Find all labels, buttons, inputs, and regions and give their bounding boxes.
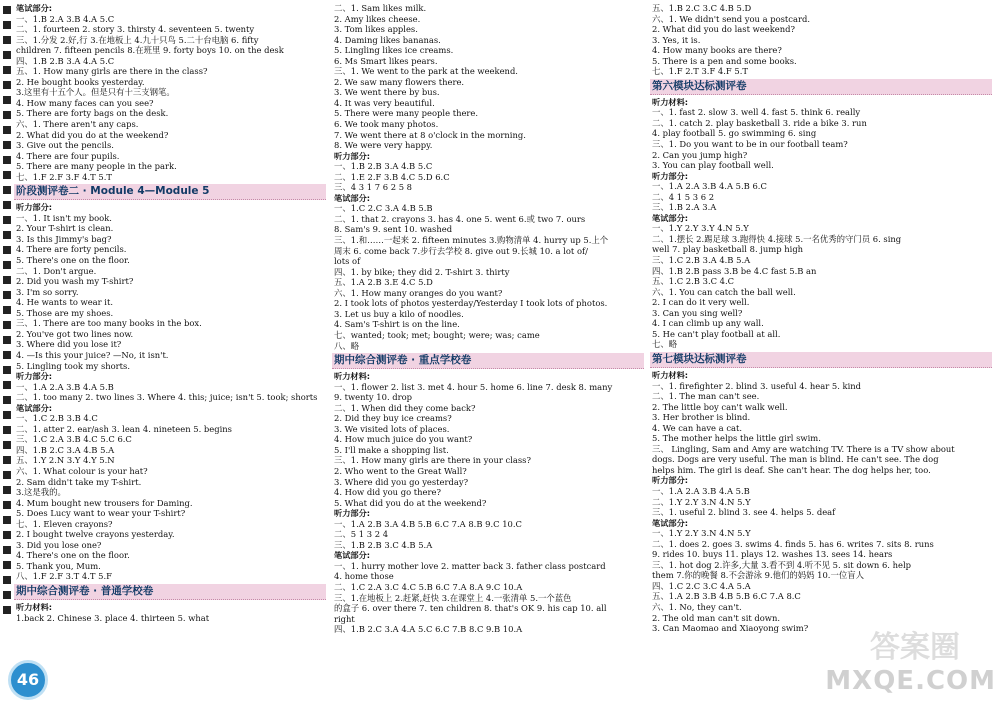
answer-line: 2. I can do it very well. bbox=[652, 297, 750, 308]
answer-line: 六、1. How many oranges do you want? bbox=[334, 287, 503, 298]
section-heading: 听力部分: bbox=[334, 150, 371, 161]
binding-mark bbox=[3, 576, 11, 584]
section-heading: 听力材料: bbox=[652, 96, 689, 107]
answer-line: 四、1. by bike; they did 2. T-shirt 3. thirty bbox=[334, 266, 510, 277]
answer-line: 5. There's one on the floor. bbox=[16, 255, 130, 266]
answer-line: 三、1.B 2.B 3.C 4.B 5.A bbox=[334, 539, 433, 550]
answer-line: 6. We took many photos. bbox=[334, 119, 439, 130]
answer-line: 二、1. When did they come back? bbox=[334, 402, 476, 413]
section-banner: 阶段测评卷二 · Module 4—Module 5 bbox=[14, 184, 326, 200]
answer-line: 1.back 2. Chinese 3. place 4. thirteen 5. what bbox=[16, 612, 210, 623]
answer-line: 8. We were very happy. bbox=[334, 140, 433, 151]
answer-line: 四、1.B 2.B pass 3.B be 4.C fast 5.B an bbox=[652, 265, 817, 276]
answer-line: 四、1.B 2.C 3.A 4.A 5.C 6.C 7.B 8.C 9.B 10.A bbox=[334, 624, 523, 635]
binding-mark bbox=[3, 516, 11, 524]
answer-line: 4. We can have a cat. bbox=[652, 422, 743, 433]
answer-line: 9. twenty 10. drop bbox=[334, 392, 413, 403]
answer-line: 三、1.分发 2.好,行 3.在地板上 4.九十只鸟 5.二十台电脑 6. fifty bbox=[16, 34, 259, 45]
answer-line: 4. Daming likes bananas. bbox=[334, 34, 441, 45]
binding-mark bbox=[3, 276, 11, 284]
answer-column-3 bbox=[652, 3, 992, 634]
answer-line: 二、1. Don't argue. bbox=[16, 265, 97, 276]
answer-line: 一、1.C 2.C 3.A 4.B 5.B bbox=[334, 203, 433, 214]
binding-mark bbox=[3, 36, 11, 44]
answer-line: 4. How many faces can you see? bbox=[16, 97, 154, 108]
answer-line: 八、略 bbox=[334, 340, 360, 351]
binding-mark bbox=[3, 216, 11, 224]
answer-line: 3. Her brother is blind. bbox=[652, 412, 751, 423]
binding-mark bbox=[3, 426, 11, 434]
answer-line: 3.这是我的。 bbox=[16, 487, 66, 498]
answer-line: 六、1. You can catch the ball well. bbox=[652, 286, 796, 297]
answer-line: 2. I took lots of photos yesterday/Yesterday I took lots of photos. bbox=[334, 298, 608, 309]
answer-line: 4. How much juice do you want? bbox=[334, 434, 473, 445]
answer-line: 周末 6. come back 7.步行去学校 8. give out 9.长城 10. a lot of/ bbox=[334, 245, 588, 256]
answer-line: 二、1. too many 2. two lines 3. Where 4. this; juice; isn't 5. took; shorts bbox=[16, 392, 318, 403]
answer-line: 一、1.B 2.A 3.B 4.A 5.C bbox=[16, 13, 115, 24]
binding-mark bbox=[3, 201, 11, 209]
binding-mark bbox=[3, 51, 11, 59]
answer-line: 4. There are four pupils. bbox=[16, 150, 120, 161]
answer-line: 4. He wants to wear it. bbox=[16, 297, 114, 308]
answer-line: 4. —Is this your juice? —No, it isn't. bbox=[16, 349, 169, 360]
answer-line: 八、1.F 2.F 3.T 4.T 5.F bbox=[16, 571, 112, 582]
answer-line: 5. What did you do at the weekend? bbox=[334, 497, 487, 508]
answer-line: 六、1. What colour is your hat? bbox=[16, 465, 148, 476]
answer-line: 七、wanted; took; met; bought; were; was; came bbox=[334, 329, 540, 340]
answer-line: 3. Did you lose one? bbox=[16, 539, 102, 550]
page-number-badge: 46 bbox=[8, 660, 48, 700]
answer-line: 二、1. atter 2. ear/ash 3. lean 4. nineteen 5. begins bbox=[16, 423, 232, 434]
binding-mark bbox=[3, 156, 11, 164]
answer-line: helps him. The girl is deaf. She can't hear. The dog helps her, too. bbox=[652, 464, 931, 475]
answer-line: 5. Those are my shoes. bbox=[16, 307, 114, 318]
section-heading: 笔试部分: bbox=[334, 550, 371, 561]
answer-line: 5. The mother helps the little girl swim. bbox=[652, 433, 821, 444]
answer-line: 3. Tom likes apples. bbox=[334, 24, 418, 35]
answer-line: 9. rides 10. buys 11. plays 12. washes 13. sees 14. hears bbox=[652, 549, 893, 560]
answer-line: 六、1. There aren't any caps. bbox=[16, 119, 139, 130]
binding-mark bbox=[3, 366, 11, 374]
binding-mark bbox=[3, 171, 11, 179]
answer-line: 二、1. fourteen 2. story 3. thirsty 4. seventeen 5. twenty bbox=[16, 24, 255, 35]
answer-line: 5. There is a pen and some books. bbox=[652, 55, 797, 66]
answer-line: 3.这里有十五个人。但是只有十三支钢笔。 bbox=[16, 87, 175, 98]
answer-line: 2. He bought books yesterday. bbox=[16, 76, 145, 87]
binding-edge bbox=[0, 0, 14, 702]
section-heading: 听力部分: bbox=[652, 475, 689, 486]
answer-line: 五、1. How many girls are there in the class? bbox=[16, 66, 208, 77]
answer-line: 六、1. No, they can't. bbox=[652, 601, 742, 612]
section-banner: 期中综合测评卷 · 重点学校卷 bbox=[332, 353, 644, 369]
answer-line: 一、1.B 2.B 3.A 4.B 5.C bbox=[334, 161, 433, 172]
answer-line: children 7. fifteen pencils 8.在班里 9. forty boys 10. on the desk bbox=[16, 45, 284, 56]
answer-line: 七、略 bbox=[652, 339, 678, 350]
answer-line: 三、1.在地板上 2.赶紧,赶快 3.在课堂上 4.一张清单 5.一个蓝色 bbox=[334, 592, 572, 603]
answer-line: 四、1.B 2.C 3.A 4.B 5.A bbox=[16, 444, 115, 455]
answer-line: 二、1. that 2. crayons 3. has 4. one 5. went 6.或 two 7. ours bbox=[334, 213, 586, 224]
answer-line: 五、1.A 2.B 3.B 4.B 5.B 6.C 7.A 8.C bbox=[652, 591, 801, 602]
answer-line: 4. There's one on the floor. bbox=[16, 550, 130, 561]
binding-mark bbox=[3, 546, 11, 554]
answer-line: 4. There are forty pencils. bbox=[16, 244, 127, 255]
answer-line: 3. I'm so sorry. bbox=[16, 286, 79, 297]
answer-line: 5. Lingling took my shorts. bbox=[16, 360, 131, 371]
answer-line: 二、1.摆长 2.踢足球 3.跑得快 4.接球 5.一名优秀的守门员 6. sing bbox=[652, 233, 902, 244]
answer-line: 4. play football 5. go swimming 6. sing bbox=[652, 128, 817, 139]
answer-line: 五、1.C 2.B 3.C 4.C bbox=[652, 276, 735, 287]
binding-mark bbox=[3, 456, 11, 464]
answer-line: 三、1. How many girls are there in your class? bbox=[334, 455, 531, 466]
binding-mark bbox=[3, 411, 11, 419]
answer-line: 四、1.B 2.B 3.A 4.A 5.C bbox=[16, 55, 115, 66]
binding-mark bbox=[3, 246, 11, 254]
section-heading: 听力部分: bbox=[16, 371, 53, 382]
answer-line: 4. Mum bought new trousers for Daming. bbox=[16, 497, 193, 508]
watermark: MXQE.COM bbox=[825, 666, 996, 696]
answer-line: 2. The old man can't sit down. bbox=[652, 612, 781, 623]
answer-line: 6. Ms Smart likes pears. bbox=[334, 55, 438, 66]
answer-line: 3. Is this Jimmy's bag? bbox=[16, 233, 112, 244]
answer-line: 七、1.F 2.T 3.F 4.F 5.T bbox=[652, 66, 748, 77]
answer-line: well 7. play basketball 8. jump high bbox=[652, 244, 804, 255]
section-banner: 第六模块达标测评卷 bbox=[650, 79, 992, 95]
section-banner: 第七模块达标测评卷 bbox=[650, 352, 992, 368]
answer-line: 七、1. Eleven crayons? bbox=[16, 518, 113, 529]
answer-line: 三、 Lingling, Sam and Amy are watching TV. There is a TV show about bbox=[652, 443, 955, 454]
binding-mark bbox=[3, 291, 11, 299]
answer-line: 3. Can Maomao and Xiaoyong swim? bbox=[652, 623, 809, 634]
binding-mark bbox=[3, 471, 11, 479]
watermark-cn: 答案圈 bbox=[870, 630, 960, 665]
answer-line: 2. The little boy can't walk well. bbox=[652, 401, 788, 412]
answer-line: 2. What did you do at the weekend? bbox=[16, 129, 169, 140]
answer-line: 二、4 1 5 3 6 2 bbox=[652, 191, 715, 202]
answer-line: 三、1. useful 2. blind 3. see 4. helps 5. deaf bbox=[652, 507, 836, 518]
answer-line: 5. He can't play football at all. bbox=[652, 328, 781, 339]
answer-line: 2. We saw many flowers there. bbox=[334, 76, 465, 87]
answer-column-2 bbox=[334, 3, 644, 635]
answer-line: 三、1. Do you want to be in our football team? bbox=[652, 139, 848, 150]
answer-line: 2. Who went to the Great Wall? bbox=[334, 465, 467, 476]
answer-line: 4. I can climb up any wall. bbox=[652, 318, 764, 329]
binding-mark bbox=[3, 381, 11, 389]
answer-line: 二、1. does 2. goes 3. swims 4. finds 5. has 6. writes 7. sits 8. runs bbox=[652, 538, 934, 549]
answer-line: 2. What did you do last weekend? bbox=[652, 24, 795, 35]
answer-line: 3. We visited lots of places. bbox=[334, 423, 450, 434]
answer-line: 三、4 3 1 7 6 2 5 8 bbox=[334, 182, 413, 193]
answer-line: lots of bbox=[334, 256, 361, 267]
answer-line: 三、1. There are too many books in the box. bbox=[16, 318, 202, 329]
binding-mark bbox=[3, 231, 11, 239]
answer-line: 5. I'll make a shopping list. bbox=[334, 444, 449, 455]
answer-line: 5. There were many people there. bbox=[334, 108, 479, 119]
answer-line: 7. We went there at 8 o'clock in the morning. bbox=[334, 129, 526, 140]
answer-line: 七、1.F 2.F 3.F 4.T 5.T bbox=[16, 171, 112, 182]
binding-mark bbox=[3, 141, 11, 149]
binding-mark bbox=[3, 396, 11, 404]
binding-mark bbox=[3, 441, 11, 449]
answer-line: 4. home those bbox=[334, 571, 394, 582]
answer-line: 五、1.A 2.B 3.E 4.C 5.D bbox=[334, 277, 433, 288]
section-heading: 笔试部分: bbox=[334, 192, 371, 203]
answer-line: 四、1.C 2.C 3.C 4.A 5.A bbox=[652, 580, 751, 591]
answer-line: 5. Lingling likes ice creams. bbox=[334, 45, 454, 56]
answer-line: 4. It was very beautiful. bbox=[334, 97, 435, 108]
section-heading: 笔试部分: bbox=[16, 402, 53, 413]
answer-line: 2. Amy likes cheese. bbox=[334, 13, 421, 24]
answer-line: 2. Did they buy ice creams? bbox=[334, 413, 452, 424]
answer-line: 3. Yes, it is. bbox=[652, 34, 701, 45]
answer-line: 二、1. catch 2. play basketball 3. ride a bike 3. run bbox=[652, 117, 867, 128]
section-banner: 期中综合测评卷 · 普通学校卷 bbox=[14, 584, 326, 600]
binding-mark bbox=[3, 336, 11, 344]
binding-mark bbox=[3, 351, 11, 359]
section-heading: 听力材料: bbox=[334, 371, 371, 382]
binding-mark bbox=[3, 261, 11, 269]
binding-mark bbox=[3, 501, 11, 509]
answer-line: 5. There are forty bags on the desk. bbox=[16, 108, 169, 119]
binding-mark bbox=[3, 321, 11, 329]
answer-line: 一、1. flower 2. list 3. met 4. hour 5. home 6. line 7. desk 8. many bbox=[334, 381, 613, 392]
answer-line: 五、1.B 2.C 3.C 4.B 5.D bbox=[652, 3, 752, 13]
answer-column-1 bbox=[16, 3, 326, 623]
answer-line: 3. You can play football well. bbox=[652, 160, 774, 171]
binding-mark bbox=[3, 81, 11, 89]
answer-line: 2. Your T-shirt is clean. bbox=[16, 223, 114, 234]
answer-line: them 7.你的晚餐 8.不会游泳 9.他们的妈妈 10.一位盲人 bbox=[652, 570, 864, 581]
answer-line: 三、1.B 2.A 3.A bbox=[652, 202, 717, 213]
binding-mark bbox=[3, 561, 11, 569]
binding-mark bbox=[3, 606, 11, 614]
section-heading: 听力材料: bbox=[16, 601, 53, 612]
binding-mark bbox=[3, 6, 11, 14]
answer-line: 一、1.A 2.A 3.B 4.A 5.B bbox=[652, 485, 750, 496]
answer-line: 一、1. It isn't my book. bbox=[16, 212, 112, 223]
answer-line: 三、1.C 2.A 3.B 4.C 5.C 6.C bbox=[16, 434, 132, 445]
answer-line: 五、1.Y 2.N 3.Y 4.Y 5.N bbox=[16, 455, 115, 466]
section-heading: 听力部分: bbox=[16, 202, 53, 213]
answer-line: 六、1. We didn't send you a postcard. bbox=[652, 13, 811, 24]
answer-line: 2. I bought twelve crayons yesterday. bbox=[16, 529, 175, 540]
answer-line: 4. How did you go there? bbox=[334, 487, 441, 498]
binding-mark bbox=[3, 591, 11, 599]
answer-line: 三、1.和……一起来 2. fifteen minutes 3.购物清单 4. hurry up 5.上个 bbox=[334, 235, 609, 246]
answer-line: 二、1.E 2.F 3.B 4.C 5.D 6.C bbox=[334, 171, 450, 182]
answer-line: dogs. Dogs are very useful. The man is blind. He can't see. The dog bbox=[652, 454, 939, 465]
answer-line: 2. Did you wash my T-shirt? bbox=[16, 276, 134, 287]
answer-line: 3. Can you sing well? bbox=[652, 307, 743, 318]
binding-mark bbox=[3, 111, 11, 119]
answer-line: 2. Can you jump high? bbox=[652, 149, 748, 160]
answer-line: 二、1. Sam likes milk. bbox=[334, 3, 427, 13]
answer-line: 3. We went there by bus. bbox=[334, 87, 440, 98]
answer-line: 3. Where did you go yesterday? bbox=[334, 476, 469, 487]
answer-line: 3. Give out the pencils. bbox=[16, 140, 114, 151]
section-heading: 笔试部分: bbox=[16, 3, 53, 13]
answer-line: 2. You've got two lines now. bbox=[16, 328, 134, 339]
answer-line: 一、1.Y 2.Y 3.Y 4.N 5.Y bbox=[652, 223, 749, 234]
section-heading: 笔试部分: bbox=[652, 517, 689, 528]
answer-line: 3. Where did you lose it? bbox=[16, 339, 122, 350]
section-heading: 笔试部分: bbox=[652, 212, 689, 223]
binding-mark bbox=[3, 186, 11, 194]
answer-line: 三、1. We went to the park at the weekend. bbox=[334, 66, 518, 77]
answer-line: 三、1. hot dog 2.许多,大量 3.看不到 4.听不见 5. sit down 6. help bbox=[652, 559, 911, 570]
section-heading: 听力部分: bbox=[652, 170, 689, 181]
answer-line: 二、5 1 3 2 4 bbox=[334, 529, 389, 540]
binding-mark bbox=[3, 126, 11, 134]
binding-mark bbox=[3, 486, 11, 494]
answer-line: 一、1.A 2.A 3.B 4.A 5.B 6.C bbox=[652, 181, 767, 192]
answer-line: 8. Sam's 9. sent 10. washed bbox=[334, 224, 453, 235]
answer-line: right bbox=[334, 613, 355, 624]
answer-line: 2. Sam didn't take my T-shirt. bbox=[16, 476, 142, 487]
answer-line: 4. How many books are there? bbox=[652, 45, 782, 56]
answer-line: 5. There are many people in the park. bbox=[16, 161, 177, 172]
answer-line: 一、1.Y 2.Y 3.N 4.N 5.Y bbox=[652, 528, 751, 539]
answer-line: 一、1. fast 2. slow 3. well 4. fast 5. think 6. really bbox=[652, 107, 861, 118]
answer-line: 一、1. firefighter 2. blind 3. useful 4. hear 5. kind bbox=[652, 380, 862, 391]
answer-line: 的盒子 6. over there 7. ten children 8. that's OK 9. his cap 10. all bbox=[334, 603, 607, 614]
answer-line: 一、1.A 2.B 3.A 4.B 5.B 6.C 7.A 8.B 9.C 10.C bbox=[334, 518, 522, 529]
answer-line: 3. Let us buy a kilo of noodles. bbox=[334, 308, 464, 319]
answer-line: 二、1.Y 2.Y 3.N 4.N 5.Y bbox=[652, 496, 751, 507]
binding-mark bbox=[3, 96, 11, 104]
section-heading: 听力部分: bbox=[334, 508, 371, 519]
answer-line: 一、1.C 2.B 3.B 4.C bbox=[16, 413, 98, 424]
answer-line: 一、1.A 2.A 3.B 4.A 5.B bbox=[16, 381, 114, 392]
answer-line: 二、1. The man can't see. bbox=[652, 391, 760, 402]
answer-line: 4. Sam's T-shirt is on the line. bbox=[334, 319, 460, 330]
binding-mark bbox=[3, 66, 11, 74]
answer-line: 三、1.C 2.B 3.A 4.B 5.A bbox=[652, 255, 751, 266]
binding-mark bbox=[3, 306, 11, 314]
binding-mark bbox=[3, 21, 11, 29]
answer-line: 5. Does Lucy want to wear your T-shirt? bbox=[16, 508, 186, 519]
answer-line: 5. Thank you, Mum. bbox=[16, 560, 101, 571]
binding-mark bbox=[3, 531, 11, 539]
section-heading: 听力材料: bbox=[652, 369, 689, 380]
answer-line: 一、1. hurry mother love 2. matter back 3. father class postcard bbox=[334, 560, 606, 571]
answer-line: 二、1.C 2.A 3.C 4.C 5.B 6.C 7.A 8.A 9.C 10.A bbox=[334, 581, 523, 592]
